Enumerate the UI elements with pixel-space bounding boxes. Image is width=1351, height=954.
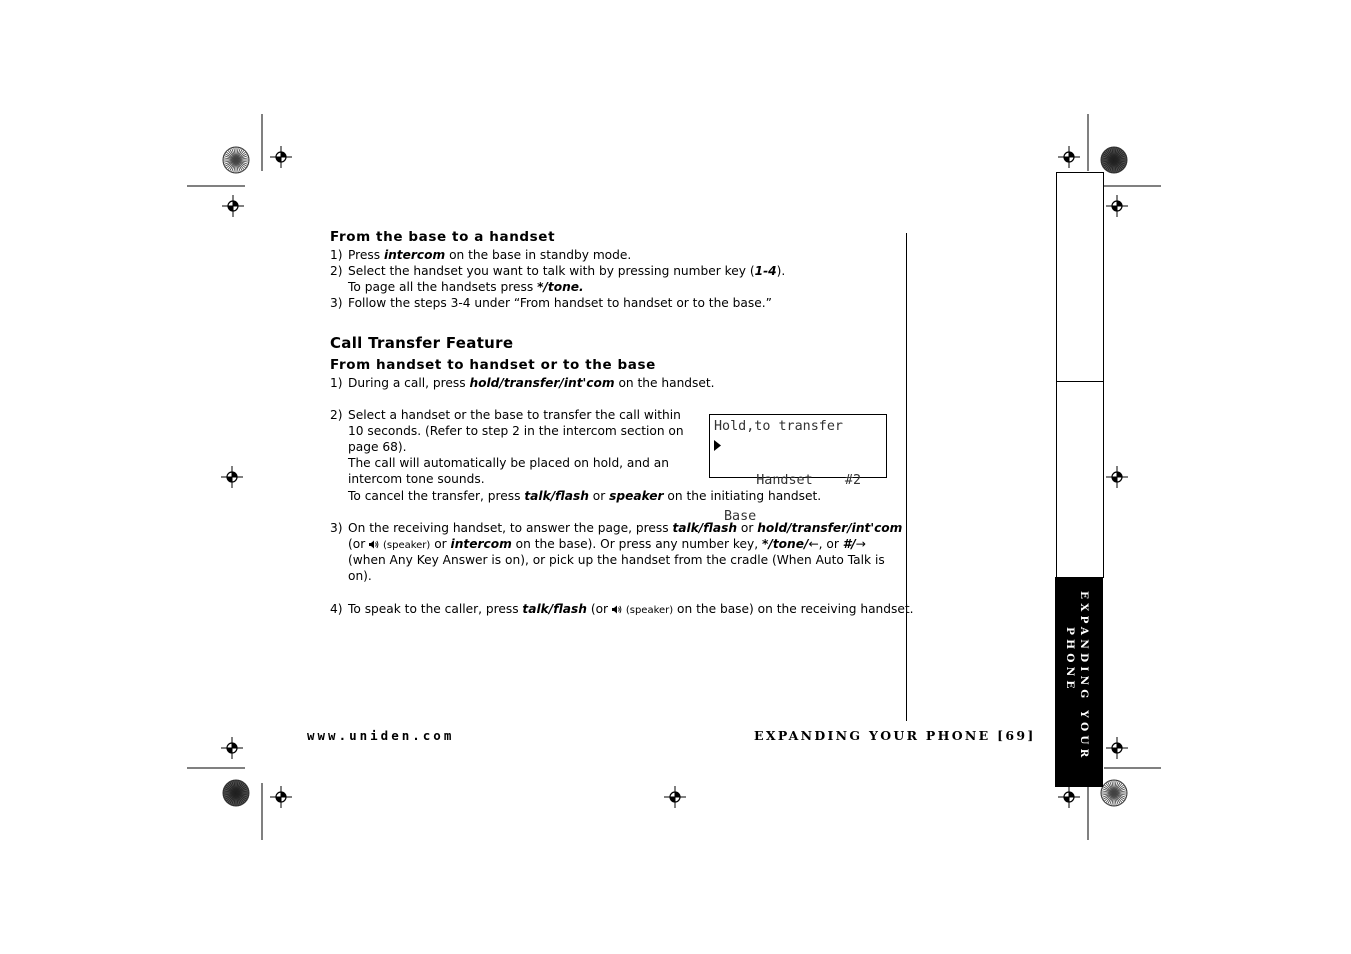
key-talk-flash: talk/flash (672, 521, 738, 535)
key-talk-flash: talk/flash (522, 602, 587, 616)
footer-website: www.uniden.com (307, 728, 455, 743)
step-2-transfer-cancel: To cancel the transfer, press talk/flash or speaker on the initiating handset. (348, 489, 822, 503)
step-number: 3) (330, 521, 343, 535)
crosshair-registration-icon (1106, 737, 1128, 759)
step-text: Follow the steps 3-4 under “From handset to handset or to the base.” (348, 296, 772, 310)
footer-section-page: EXPANDING YOUR PHONE [69] (754, 728, 1036, 743)
lcd-line-3-text: Base (724, 509, 757, 524)
crosshair-registration-icon (1106, 195, 1128, 217)
arrow-left-glyph: ← (808, 537, 819, 551)
crosshair-registration-icon (270, 146, 292, 168)
step-text-line: To speak to the caller, press talk/flash (or (speaker) on the base) on the receiving handset. (348, 602, 914, 616)
crosshair-registration-icon (270, 786, 292, 808)
lcd-line-2 (710, 436, 886, 508)
step-text: During a call, press hold/transfer/int'com on the handset. (348, 376, 715, 390)
step-2-base-line2: To page all the handsets press */tone. (348, 280, 584, 294)
side-tab-label-line1: EXPANDING YOUR (1078, 591, 1090, 762)
starburst-print-mark-icon (1101, 147, 1127, 173)
step-number: 1) (330, 248, 343, 262)
key-1-4: 1-4 (754, 264, 777, 278)
step-number: 3) (330, 296, 343, 310)
crosshair-registration-icon (222, 195, 244, 217)
lcd-line-2-text: Handset #2 (756, 473, 862, 488)
key-hold-transfer-intcom: hold/transfer/int'com (757, 521, 903, 535)
content-right-rule (906, 233, 907, 721)
step-3-transfer-line2: (or (speaker) or intercom on the base). Or press any number key, */tone/←, or #/→ (348, 537, 866, 551)
triangle-right-icon (714, 440, 721, 451)
key-star-tone: */tone/ (762, 537, 809, 551)
step-number: 4) (330, 602, 343, 616)
step-2-transfer-line4: The call will automatically be placed on hold, and an (348, 456, 669, 470)
side-tab-label-line2: PHONE (1064, 627, 1076, 693)
key-hold-transfer-intcom: hold/transfer/int'com (469, 376, 615, 390)
crosshair-registration-icon (1106, 466, 1128, 488)
lcd-display (709, 414, 887, 524)
side-tab-upper (1056, 172, 1104, 382)
key-talk-flash: talk/flash (524, 489, 589, 503)
speaker-label: (speaker) (382, 540, 431, 551)
starburst-print-mark-icon (223, 147, 249, 173)
step-number: 2) (330, 264, 343, 278)
step-2-transfer-line2: 10 seconds. (Refer to step 2 in the intercom section on (348, 424, 684, 438)
crosshair-registration-icon (221, 737, 243, 759)
step-3-transfer-line3: (when Any Key Answer is on), or pick up the handset from the cradle (When Auto Talk is (348, 553, 885, 567)
key-speaker: speaker (609, 489, 664, 503)
starburst-print-mark-icon (1101, 780, 1127, 806)
step-number: 2) (330, 408, 343, 422)
starburst-print-mark-icon (223, 780, 249, 806)
section-heading-base-to-handset: From the base to a handset (330, 229, 556, 245)
crosshair-registration-icon (1058, 146, 1080, 168)
key-intercom: intercom (383, 248, 446, 262)
side-tab-middle (1056, 381, 1104, 578)
step-text: Press intercom on the base in standby mode. (348, 248, 632, 262)
key-intercom: intercom (450, 537, 512, 551)
speaker-icon (612, 605, 622, 614)
step-2-transfer-line3: page 68). (348, 440, 407, 454)
section-heading-handset-to-handset: From handset to handset or to the base (330, 357, 656, 373)
key-pound: #/ (842, 537, 856, 551)
crosshair-registration-icon (221, 466, 243, 488)
arrow-right-glyph: → (855, 537, 866, 551)
step-number: 1) (330, 376, 343, 390)
section-title-call-transfer: Call Transfer Feature (330, 334, 514, 352)
step-text-line: On the receiving handset, to answer the page, press talk/flash or hold/transfer/int'com (348, 521, 903, 535)
crosshair-registration-icon (1058, 786, 1080, 808)
step-3-transfer-line4: on). (348, 569, 372, 583)
step-text: Select the handset you want to talk with by pressing number key (1-4). (348, 264, 786, 278)
lcd-line-1: Hold,to transfer (714, 419, 843, 434)
side-tab-active (1055, 577, 1103, 787)
step-text-line: Select a handset or the base to transfer the call within (348, 408, 681, 422)
key-star-tone: */tone. (537, 280, 584, 294)
speaker-icon (369, 540, 379, 549)
crosshair-registration-icon (664, 786, 686, 808)
speaker-label: (speaker) (625, 605, 674, 616)
step-2-transfer-line5: intercom tone sounds. (348, 472, 485, 486)
